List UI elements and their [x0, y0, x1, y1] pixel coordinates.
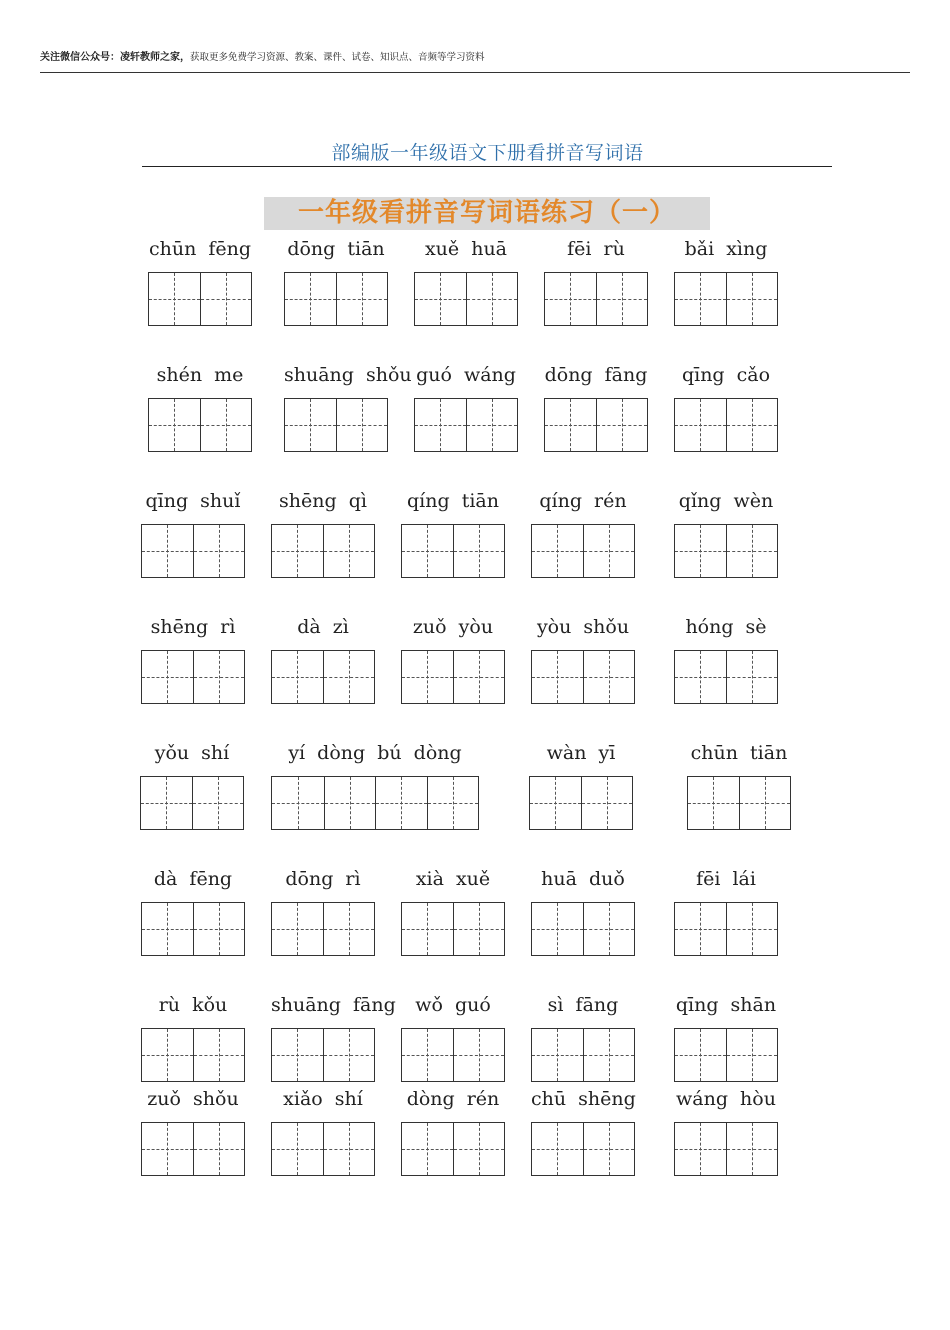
word-item — [674, 1088, 778, 1178]
pinyin-label: qīng cǎo — [681, 364, 771, 386]
tianzige-cell[interactable] — [583, 651, 634, 703]
tianzige-cell[interactable] — [415, 399, 466, 451]
word-item — [148, 238, 252, 328]
writing-grid[interactable] — [141, 902, 245, 956]
tianzige-cell[interactable] — [532, 651, 583, 703]
pinyin-label: rù kǒu — [158, 994, 228, 1016]
pinyin-label: dòng rén — [406, 1088, 500, 1110]
word-item — [414, 364, 518, 454]
tianzige-cell[interactable] — [583, 1123, 634, 1175]
tianzige-cell[interactable] — [726, 525, 777, 577]
word-item — [674, 868, 778, 958]
tianzige-cell[interactable] — [323, 1029, 374, 1081]
word-item — [141, 994, 245, 1084]
writing-grid[interactable] — [271, 524, 375, 578]
tianzige-cell[interactable] — [581, 777, 632, 829]
tianzige-cell[interactable] — [149, 273, 200, 325]
writing-grid[interactable] — [531, 524, 635, 578]
pinyin-label: wàn yī — [546, 742, 616, 764]
pinyin-label: chūn fēng — [148, 238, 252, 260]
tianzige-cell[interactable] — [323, 651, 374, 703]
word-item — [674, 616, 778, 706]
tianzige-cell[interactable] — [532, 525, 583, 577]
writing-grid[interactable] — [140, 776, 244, 830]
tianzige-cell[interactable] — [192, 777, 243, 829]
tianzige-cell[interactable] — [532, 1123, 583, 1175]
pinyin-label: fēi lái — [696, 868, 756, 890]
tianzige-cell[interactable] — [675, 273, 726, 325]
tianzige-cell[interactable] — [193, 525, 244, 577]
word-item — [271, 616, 375, 706]
tianzige-cell[interactable] — [466, 399, 517, 451]
tianzige-cell[interactable] — [545, 399, 596, 451]
tianzige-cell[interactable] — [453, 1029, 504, 1081]
writing-grid[interactable] — [401, 524, 505, 578]
tianzige-cell[interactable] — [739, 777, 790, 829]
pinyin-label: dōng fāng — [544, 364, 648, 386]
tianzige-cell[interactable] — [200, 273, 251, 325]
pinyin-label: yǒu shí — [154, 742, 230, 764]
tianzige-cell[interactable] — [402, 1029, 453, 1081]
tianzige-cell[interactable] — [726, 273, 777, 325]
word-item — [141, 490, 245, 580]
tianzige-cell[interactable] — [726, 1029, 777, 1081]
word-item — [141, 868, 245, 958]
tianzige-cell[interactable] — [583, 1029, 634, 1081]
pinyin-label: chū shēng — [531, 1088, 636, 1110]
tianzige-cell[interactable] — [675, 1123, 726, 1175]
tianzige-cell[interactable] — [149, 399, 200, 451]
tianzige-cell[interactable] — [272, 525, 323, 577]
title-divider — [142, 166, 832, 167]
word-item — [674, 364, 778, 454]
tianzige-cell[interactable] — [272, 777, 324, 829]
word-item — [271, 994, 396, 1084]
pinyin-label: yí dòng bú dòng — [288, 742, 462, 764]
writing-grid[interactable] — [544, 272, 648, 326]
tianzige-cell[interactable] — [688, 777, 739, 829]
word-item — [141, 1088, 245, 1178]
word-item — [401, 1088, 505, 1178]
word-item — [271, 490, 375, 580]
writing-grid[interactable] — [529, 776, 633, 830]
pinyin-label: xiǎo shí — [283, 1088, 363, 1110]
word-item — [284, 364, 412, 454]
pinyin-label: dà zì — [297, 616, 349, 638]
tianzige-cell[interactable] — [193, 903, 244, 955]
word-item — [401, 868, 505, 958]
word-item — [284, 238, 388, 328]
writing-grid[interactable] — [284, 272, 388, 326]
pinyin-label: fēi rù — [567, 238, 625, 260]
tianzige-cell[interactable] — [141, 777, 192, 829]
tianzige-cell[interactable] — [726, 1123, 777, 1175]
header-resources-text: 获取更多免费学习资源、教案、课件、试卷、知识点、音频等学习资料 — [190, 52, 485, 63]
word-item — [531, 1088, 635, 1178]
tianzige-cell[interactable] — [323, 1123, 374, 1175]
tianzige-cell[interactable] — [453, 525, 504, 577]
writing-grid[interactable] — [284, 398, 388, 452]
tianzige-cell[interactable] — [285, 273, 336, 325]
tianzige-cell[interactable] — [285, 399, 336, 451]
tianzige-cell[interactable] — [453, 903, 504, 955]
word-item — [531, 868, 635, 958]
tianzige-cell[interactable] — [272, 1029, 323, 1081]
pinyin-label: shēng rì — [150, 616, 236, 638]
pinyin-label: xuě huā — [424, 238, 508, 260]
pinyin-label: yòu shǒu — [536, 616, 630, 638]
pinyin-label: qíng tiān — [407, 490, 499, 512]
writing-grid[interactable] — [531, 902, 635, 956]
tianzige-cell[interactable] — [336, 399, 387, 451]
writing-grid[interactable] — [531, 1028, 635, 1082]
tianzige-cell[interactable] — [675, 651, 726, 703]
writing-grid[interactable] — [544, 398, 648, 452]
writing-grid[interactable] — [674, 524, 778, 578]
pinyin-label: dōng tiān — [287, 238, 385, 260]
writing-grid[interactable] — [271, 902, 375, 956]
tianzige-cell[interactable] — [375, 777, 427, 829]
tianzige-cell[interactable] — [726, 399, 777, 451]
word-item — [529, 742, 633, 832]
tianzige-cell[interactable] — [272, 903, 323, 955]
word-item — [140, 742, 244, 832]
word-item — [674, 490, 778, 580]
tianzige-cell[interactable] — [532, 1029, 583, 1081]
pinyin-label: qīng shuǐ — [145, 490, 241, 512]
pinyin-label: qíng rén — [539, 490, 627, 512]
tianzige-cell[interactable] — [272, 1123, 323, 1175]
tianzige-cell[interactable] — [453, 1123, 504, 1175]
writing-grid[interactable] — [271, 1122, 375, 1176]
writing-grid[interactable] — [401, 902, 505, 956]
tianzige-cell[interactable] — [402, 525, 453, 577]
tianzige-cell[interactable] — [427, 777, 479, 829]
header-account-text: 关注微信公众号：凌轩教师之家， — [40, 52, 190, 63]
pinyin-label: qǐng wèn — [678, 490, 774, 512]
document-title: 部编版一年级语文下册看拼音写词语 — [331, 142, 644, 164]
pinyin-label: sì fāng — [547, 994, 619, 1016]
word-item — [674, 994, 778, 1084]
writing-grid[interactable] — [401, 650, 505, 704]
tianzige-cell[interactable] — [402, 903, 453, 955]
pinyin-label: zuǒ yòu — [412, 616, 494, 638]
pinyin-label: wǒ guó — [415, 994, 491, 1016]
tianzige-cell[interactable] — [402, 651, 453, 703]
word-item — [401, 994, 505, 1084]
writing-grid[interactable] — [674, 398, 778, 452]
pinyin-label: huā duǒ — [541, 868, 625, 890]
tianzige-cell[interactable] — [726, 651, 777, 703]
writing-grid[interactable] — [141, 1122, 245, 1176]
tianzige-cell[interactable] — [453, 651, 504, 703]
writing-grid[interactable] — [148, 272, 252, 326]
page-header — [40, 48, 485, 63]
tianzige-cell[interactable] — [323, 525, 374, 577]
writing-grid[interactable] — [674, 1122, 778, 1176]
tianzige-cell[interactable] — [142, 903, 193, 955]
tianzige-cell[interactable] — [142, 651, 193, 703]
word-item — [687, 742, 791, 832]
writing-grid[interactable] — [401, 1122, 505, 1176]
pinyin-label: dōng rì — [285, 868, 361, 890]
writing-grid[interactable] — [271, 1028, 375, 1082]
pinyin-label: wáng hòu — [676, 1088, 776, 1110]
tianzige-cell[interactable] — [402, 1123, 453, 1175]
word-item — [401, 490, 505, 580]
word-item — [141, 616, 245, 706]
word-item — [674, 238, 778, 328]
tianzige-cell[interactable] — [583, 903, 634, 955]
word-item — [531, 490, 635, 580]
tianzige-cell[interactable] — [726, 903, 777, 955]
tianzige-cell[interactable] — [323, 903, 374, 955]
tianzige-cell[interactable] — [583, 525, 634, 577]
tianzige-cell[interactable] — [532, 903, 583, 955]
writing-grid[interactable] — [674, 272, 778, 326]
writing-grid[interactable] — [141, 524, 245, 578]
pinyin-label: guó wáng — [416, 364, 516, 386]
word-item — [531, 616, 635, 706]
tianzige-cell[interactable] — [596, 399, 647, 451]
tianzige-cell[interactable] — [193, 1029, 244, 1081]
word-item — [544, 364, 648, 454]
tianzige-cell[interactable] — [336, 273, 387, 325]
pinyin-label: xià xuě — [415, 868, 491, 890]
pinyin-label: shēng qì — [279, 490, 367, 512]
pinyin-label: zuǒ shǒu — [147, 1088, 239, 1110]
tianzige-cell[interactable] — [675, 525, 726, 577]
writing-grid[interactable] — [531, 1122, 635, 1176]
writing-grid[interactable] — [531, 650, 635, 704]
writing-grid[interactable] — [271, 650, 375, 704]
tianzige-cell[interactable] — [675, 903, 726, 955]
pinyin-label: dà fēng — [153, 868, 233, 890]
word-item — [544, 238, 648, 328]
pinyin-label: shuāng fāng — [271, 994, 396, 1016]
pinyin-label: bǎi xìng — [684, 238, 768, 260]
pinyin-label: shén me — [156, 364, 244, 386]
word-item — [271, 868, 375, 958]
writing-grid[interactable] — [141, 1028, 245, 1082]
writing-grid[interactable] — [141, 650, 245, 704]
tianzige-cell[interactable] — [415, 273, 466, 325]
pinyin-label: chūn tiān — [690, 742, 788, 764]
writing-grid[interactable] — [687, 776, 791, 830]
word-item — [414, 238, 518, 328]
tianzige-cell[interactable] — [193, 1123, 244, 1175]
tianzige-cell[interactable] — [530, 777, 581, 829]
tianzige-cell[interactable] — [466, 273, 517, 325]
header-divider — [40, 72, 910, 73]
word-item — [531, 994, 635, 1084]
writing-grid[interactable] — [674, 902, 778, 956]
tianzige-cell[interactable] — [675, 1029, 726, 1081]
tianzige-cell[interactable] — [142, 1123, 193, 1175]
writing-grid[interactable] — [674, 650, 778, 704]
writing-grid[interactable] — [414, 398, 518, 452]
word-item — [401, 616, 505, 706]
writing-grid[interactable] — [148, 398, 252, 452]
exercise-banner: 一年级看拼音写词语练习（一） — [264, 197, 710, 230]
tianzige-cell[interactable] — [272, 651, 323, 703]
writing-grid[interactable] — [414, 272, 518, 326]
pinyin-label: qīng shān — [675, 994, 777, 1016]
tianzige-cell[interactable] — [324, 777, 376, 829]
tianzige-cell[interactable] — [200, 399, 251, 451]
word-item — [148, 364, 252, 454]
tianzige-cell[interactable] — [596, 273, 647, 325]
pinyin-label: shuāng shǒu — [284, 364, 412, 386]
writing-grid[interactable] — [271, 776, 479, 830]
tianzige-cell[interactable] — [545, 273, 596, 325]
pinyin-label: hóng sè — [685, 616, 767, 638]
writing-grid[interactable] — [401, 1028, 505, 1082]
tianzige-cell[interactable] — [193, 651, 244, 703]
word-item — [271, 1088, 375, 1178]
word-item — [271, 742, 479, 832]
tianzige-cell[interactable] — [142, 1029, 193, 1081]
writing-grid[interactable] — [674, 1028, 778, 1082]
tianzige-cell[interactable] — [142, 525, 193, 577]
tianzige-cell[interactable] — [675, 399, 726, 451]
